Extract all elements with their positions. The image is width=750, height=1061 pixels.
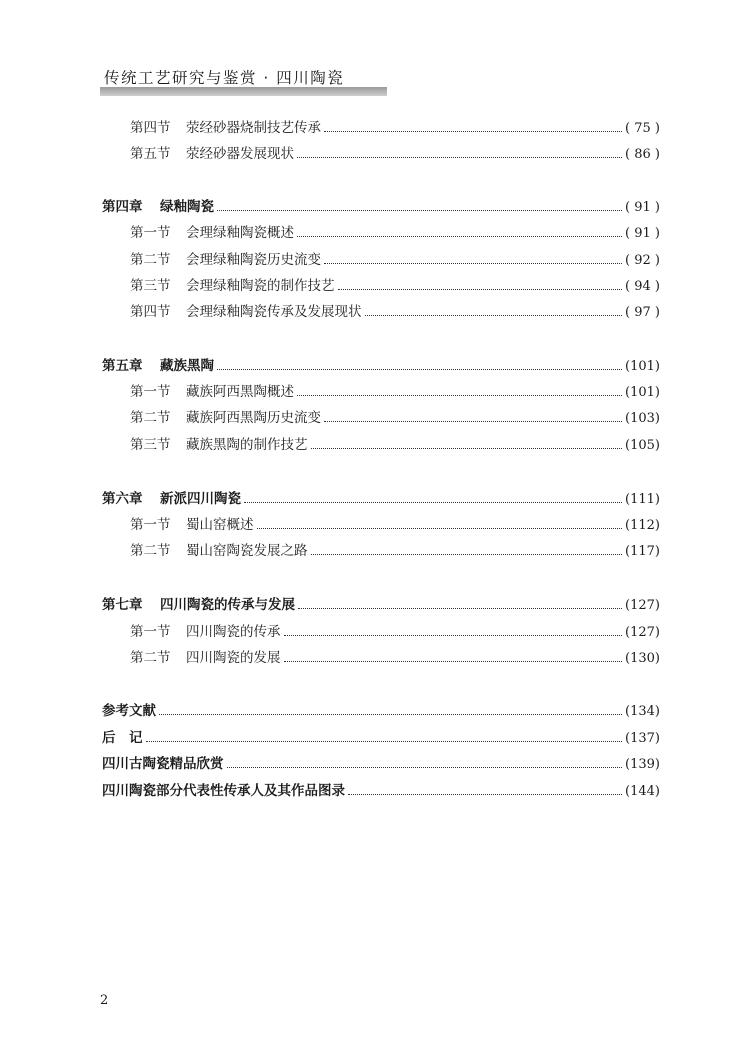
entry-title: 会理绿釉陶瓷历史流变	[186, 252, 321, 268]
dot-leader	[298, 607, 622, 609]
entry-title: 会理绿釉陶瓷概述	[186, 225, 294, 241]
entry-title: 荥经砂器烧制技艺传承	[186, 120, 321, 136]
dot-leader	[297, 394, 622, 396]
entry-page-number: (139)	[625, 757, 660, 772]
toc-chapter-entry	[102, 356, 660, 376]
entry-page-number: ( 91 )	[625, 200, 660, 215]
entry-title: 四川陶瓷部分代表性传承人及其作品图录	[102, 783, 345, 799]
entry-title: 绿釉陶瓷	[160, 199, 214, 215]
dot-leader	[146, 740, 623, 742]
toc-chapter-entry	[102, 197, 660, 217]
entry-title: 藏族阿西黑陶概述	[186, 384, 294, 400]
section-number: 第三节	[130, 278, 171, 294]
dot-leader	[365, 314, 623, 316]
section-number: 第一节	[130, 517, 171, 533]
section-number: 第一节	[130, 384, 171, 400]
dot-leader	[311, 447, 623, 449]
section-number: 第二节	[130, 650, 171, 666]
entry-page-number: (103)	[625, 411, 660, 426]
entry-title: 参考文献	[102, 703, 156, 719]
entry-page-number: (112)	[625, 518, 660, 533]
section-number: 第四节	[130, 304, 171, 320]
toc-section-entry	[130, 144, 660, 164]
page-number: 2	[100, 993, 109, 1008]
entry-page-number: (127)	[625, 625, 660, 640]
chapter-number: 第七章	[102, 597, 143, 613]
entry-page-number: ( 94 )	[625, 279, 660, 294]
toc-backmatter-entry	[102, 701, 660, 721]
section-number: 第二节	[130, 252, 171, 268]
toc-backmatter-entry	[102, 754, 660, 774]
toc-section-entry	[130, 408, 660, 428]
entry-page-number: (111)	[625, 492, 660, 507]
toc-section-entry	[130, 541, 660, 561]
entry-page-number: ( 86 )	[625, 147, 660, 162]
entry-title: 新派四川陶瓷	[160, 491, 241, 507]
entry-page-number: (105)	[625, 438, 660, 453]
dot-leader	[284, 660, 623, 662]
entry-page-number: (117)	[625, 544, 660, 559]
running-head: 传统工艺研究与鉴赏 · 四川陶瓷	[104, 69, 345, 87]
toc-section-entry	[130, 382, 660, 402]
entry-title: 藏族阿西黑陶历史流变	[186, 410, 321, 426]
dot-leader	[348, 793, 622, 795]
section-number: 第三节	[130, 437, 171, 453]
entry-page-number: (101)	[625, 359, 660, 374]
dot-leader	[297, 235, 622, 237]
entry-title: 四川陶瓷的传承	[186, 624, 281, 640]
toc-section-entry	[130, 250, 660, 270]
dot-leader	[217, 368, 622, 370]
entry-page-number: (144)	[625, 784, 660, 799]
dot-leader	[227, 766, 623, 768]
dot-leader	[217, 209, 622, 211]
entry-page-number: ( 75 )	[625, 121, 660, 136]
entry-title: 藏族黑陶的制作技艺	[186, 437, 308, 453]
entry-page-number: ( 91 )	[625, 226, 660, 241]
toc-section-entry	[130, 435, 660, 455]
section-number: 第四节	[130, 120, 171, 136]
toc-section-entry	[130, 622, 660, 642]
entry-title: 蜀山窑概述	[186, 517, 254, 533]
toc-section-entry	[130, 648, 660, 668]
entry-page-number: (127)	[625, 598, 660, 613]
toc-section-entry	[130, 515, 660, 535]
entry-title: 后 记	[102, 730, 143, 746]
entry-title: 会理绿釉陶瓷传承及发展现状	[186, 304, 362, 320]
toc-section-entry	[130, 276, 660, 296]
dot-leader	[159, 713, 622, 715]
section-number: 第二节	[130, 543, 171, 559]
section-number: 第一节	[130, 624, 171, 640]
toc-section-entry	[130, 223, 660, 243]
dot-leader	[311, 553, 623, 555]
dot-leader	[297, 156, 622, 158]
dot-leader	[324, 420, 622, 422]
dot-leader	[257, 527, 623, 529]
dot-leader	[244, 501, 622, 503]
section-number: 第二节	[130, 410, 171, 426]
entry-page-number: (134)	[625, 704, 660, 719]
entry-page-number: (130)	[625, 651, 660, 666]
toc-chapter-entry	[102, 595, 660, 615]
chapter-number: 第六章	[102, 491, 143, 507]
section-number: 第五节	[130, 146, 171, 162]
entry-page-number: ( 97 )	[625, 305, 660, 320]
entry-title: 蜀山窑陶瓷发展之路	[186, 543, 308, 559]
toc-section-entry	[130, 118, 660, 138]
entry-page-number: (101)	[625, 385, 660, 400]
entry-title: 荥经砂器发展现状	[186, 146, 294, 162]
chapter-number: 第五章	[102, 358, 143, 374]
toc-backmatter-entry	[102, 781, 660, 801]
dot-leader	[338, 288, 623, 290]
entry-title: 四川陶瓷的传承与发展	[160, 597, 295, 613]
toc-chapter-entry	[102, 489, 660, 509]
toc-backmatter-entry	[102, 728, 660, 748]
chapter-number: 第四章	[102, 199, 143, 215]
entry-title: 四川古陶瓷精品欣赏	[102, 756, 224, 772]
dot-leader	[284, 634, 623, 636]
dot-leader	[324, 262, 622, 264]
section-number: 第一节	[130, 225, 171, 241]
entry-page-number: (137)	[625, 731, 660, 746]
entry-title: 藏族黑陶	[160, 358, 214, 374]
entry-page-number: ( 92 )	[625, 253, 660, 268]
dot-leader	[324, 130, 622, 132]
entry-title: 四川陶瓷的发展	[186, 650, 281, 666]
entry-title: 会理绿釉陶瓷的制作技艺	[186, 278, 335, 294]
toc-section-entry	[130, 302, 660, 322]
